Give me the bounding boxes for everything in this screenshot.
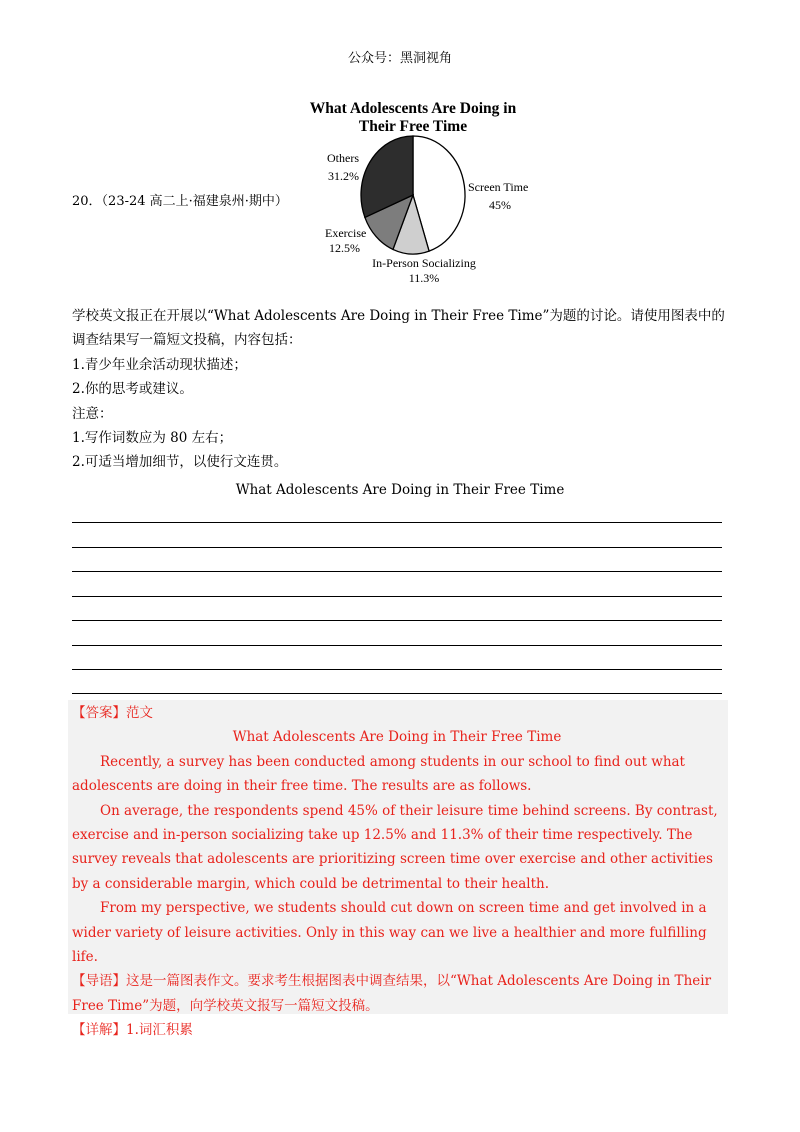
slice-value-screen-time: 45% (489, 198, 511, 212)
writing-line[interactable] (72, 620, 722, 621)
slice-value-socializing: 11.3% (408, 271, 440, 285)
answer-paragraph-3: From my perspective, we students should cut down on screen time and get involved in a wider variety of leisure activities. Only in this way can we live a healthier and more fulfilling life. (72, 900, 707, 966)
note-label: 注意： (72, 405, 113, 422)
writing-line[interactable] (72, 571, 722, 572)
prompt-item-1: 1.青少年业余活动现状描述； (72, 356, 247, 373)
answer-paragraph-2: On average, the respondents spend 45% of their leisure time behind screens. By contrast, exercise and in-person socializing take up 12.5% and 11.3% of their time respectively. The survey reveals that adolescents are prioritizing screen time over exercise and other activities by a considerable margin, which could be detrimental to their health. (72, 802, 718, 892)
page-header: 公众号：黑洞视角 (347, 51, 452, 66)
writing-line[interactable] (72, 547, 722, 548)
note-2: 2.可适当增加细节，以使行文连贯。 (72, 454, 288, 471)
prompt-text (72, 304, 732, 475)
writing-line[interactable] (72, 645, 722, 646)
note-1: 1.写作词数应为 80 左右； (72, 430, 233, 447)
prompt-item-2: 2.你的思考或建议。 (72, 381, 193, 398)
answer-paragraph-1: Recently, a survey has been conducted among students in our school to find out what adolescents are doing in their free time. The results are as follows. (72, 753, 685, 795)
slice-label-socializing: In-Person Socializing (372, 256, 476, 270)
answer-detail: 【详解】1.词汇积累 (72, 1022, 193, 1039)
chart-title-line2: Their Free Time (358, 118, 468, 135)
writing-line[interactable] (72, 596, 722, 597)
answer-block (72, 701, 722, 1043)
slice-label-exercise: Exercise (325, 226, 367, 240)
question-number: 20．（23-24 高二上·福建泉州·期中） (72, 194, 288, 209)
writing-line[interactable] (72, 693, 722, 694)
pie-slices (361, 136, 465, 254)
writing-line[interactable] (72, 669, 722, 670)
chart-title-line1: What Adolescents Are Doing in (309, 100, 517, 117)
slice-label-others: Others (327, 151, 359, 165)
pie-chart (307, 92, 547, 287)
prompt-line: 学校英文报正在开展以“What Adolescents Are Doing in Their Free Time”为题的讨论。请使用图表中的调查结果写一篇短文投稿，内容包括： (72, 308, 725, 349)
essay-title: What Adolescents Are Doing in Their Free Time (235, 482, 565, 498)
slice-value-others: 31.2% (328, 169, 359, 183)
writing-line[interactable] (72, 522, 722, 523)
slice-value-exercise: 12.5% (329, 241, 360, 255)
answer-guide: 【导语】这是一篇图表作文。要求考生根据图表中调查结果，以“What Adolescents Are Doing in Their Free Time”为题，向学校英文报写一篇短文投稿。 (72, 973, 712, 1014)
slice-label-screen-time: Screen Time (468, 180, 529, 194)
answer-label: 【答案】范文 (72, 705, 153, 721)
answer-title: What Adolescents Are Doing in Their Free Time (232, 729, 562, 746)
